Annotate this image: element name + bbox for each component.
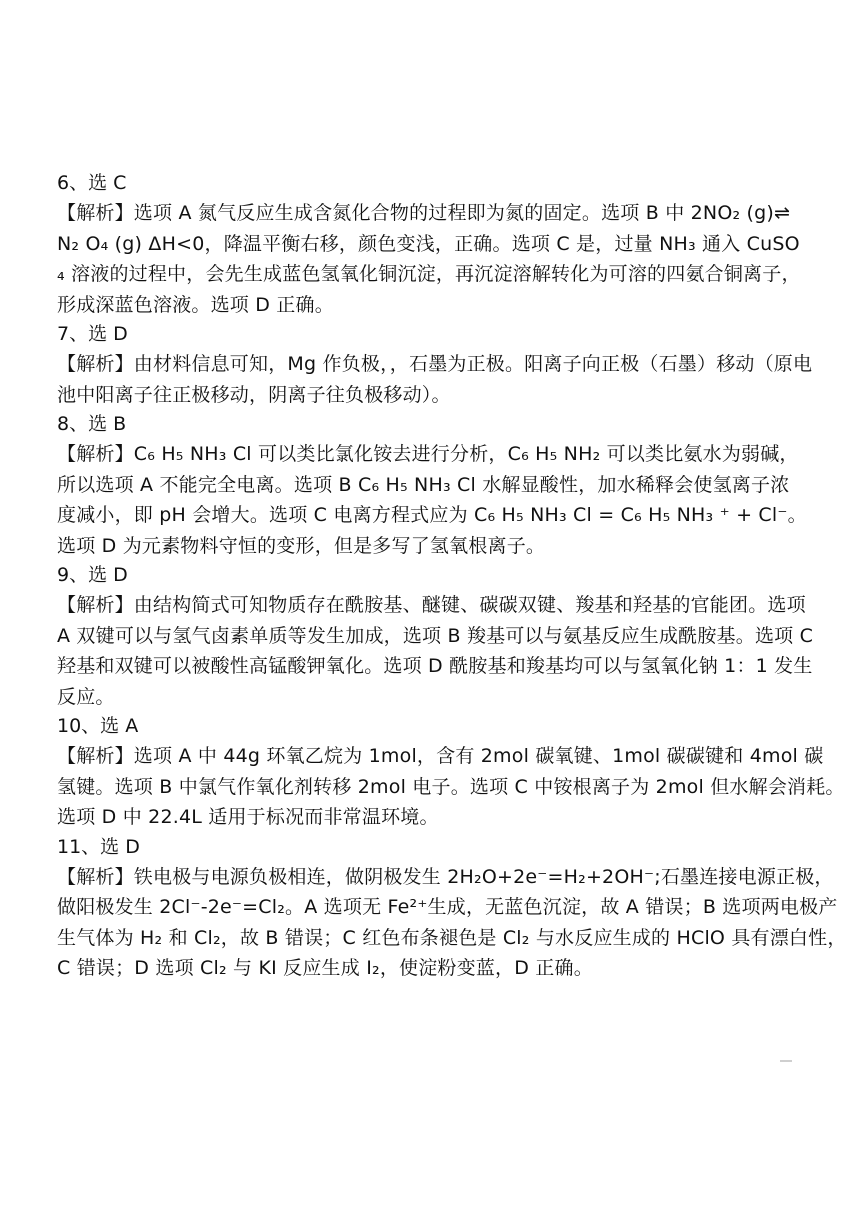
analysis-line: 【解析】由材料信息可知，Mg 作负极，，石墨为正极。阳离子向正极（石墨）移动（原电 — [57, 353, 813, 375]
analysis-line: 【解析】选项 A 中 44g 环氧乙烷为 1mol，含有 2mol 碳氧键、1mol 碳碳键和 4mol 碳 — [57, 745, 824, 767]
question-9-analysis — [57, 590, 855, 712]
analysis-line: C 错误；D 选项 Cl₂ 与 KI 反应生成 I₂，使淀粉变蓝，D 正确。 — [57, 957, 593, 979]
question-9-title: 9、选 D — [57, 564, 128, 586]
question-8-analysis — [57, 439, 855, 561]
analysis-line: 度减小，即 pH 会增大。选项 C 电离方程式应为 C₆ H₅ NH₃ Cl = C₆ H₅ NH₃ ⁺ + Cl⁻。 — [57, 504, 807, 526]
analysis-line: 所以选项 A 不能完全电离。选项 B C₆ H₅ NH₃ Cl 水解显酸性，加水稀释会使氢离子浓 — [57, 473, 790, 496]
analysis-line: 【解析】由结构简式可知物质存在酰胺基、醚键、碳碳双键、羧基和羟基的官能团。选项 — [57, 594, 806, 616]
analysis-line: N₂ O₄ (g) ΔH<0，降温平衡右移，颜色变浅，正确。选项 C 是，过量 NH₃ 通入 CuSO — [57, 232, 800, 255]
question-7-analysis — [57, 349, 855, 410]
question-11 — [57, 833, 855, 984]
analysis-line: 形成深蓝色溶液。选项 D 正确。 — [57, 293, 334, 316]
question-7 — [57, 320, 855, 410]
question-6 — [57, 169, 855, 320]
question-8-title: 8、选 B — [57, 413, 127, 435]
question-6-analysis — [57, 198, 855, 320]
question-9 — [57, 561, 855, 712]
analysis-line: 【解析】选项 A 氮气反应生成含氮化合物的过程即为氮的固定。选项 B 中 2NO₂ (g)⇌ — [57, 202, 791, 224]
question-6-title: 6、选 C — [57, 172, 127, 194]
analysis-line: 反应。 — [57, 685, 115, 708]
analysis-line: 氢键。选项 B 中氯气作氧化剂转移 2mol 电子。选项 C 中铵根离子为 2mol 但水解会消耗。 — [57, 775, 845, 798]
question-11-title: 11、选 D — [57, 835, 140, 858]
question-10-title: 10、选 A — [57, 715, 139, 737]
scan-mark-divider — [780, 1060, 792, 1062]
analysis-line: ₄ 溶液的过程中，会先生成蓝色氢氧化铜沉淀，再沉淀溶解转化为可溶的四氨合铜离子， — [57, 263, 801, 285]
question-8 — [57, 410, 855, 561]
analysis-line: 选项 D 为元素物料守恒的变形，但是多写了氢氧根离子。 — [57, 534, 546, 557]
analysis-line: 羟基和双键可以被酸性高锰酸钾氧化。选项 D 酰胺基和羧基均可以与氢氧化钠 1：1 发生 — [57, 655, 813, 677]
question-10-analysis — [57, 741, 855, 833]
question-11-analysis — [57, 862, 855, 984]
question-7-title: 7、选 D — [57, 323, 128, 345]
analysis-line: A 双键可以与氢气卤素单质等发生加成，选项 B 羧基可以与氨基反应生成酰胺基。选项 C — [57, 624, 814, 647]
analysis-line: 生气体为 H₂ 和 Cl₂，故 B 错误；C 红色布条褪色是 Cl₂ 与水反应生成的 HClO 具有漂白性， — [57, 926, 847, 949]
analysis-line: 选项 D 中 22.4L 适用于标况而非常温环境。 — [57, 806, 439, 828]
analysis-line: 【解析】铁电极与电源负极相连，做阴极发生 2H₂O+2e⁻=H₂+2OH⁻;石墨连接电源正极， — [57, 865, 834, 888]
analysis-line: 池中阳离子往正极移动，阴离子往负极移动）。 — [57, 383, 451, 406]
answer-key-content — [57, 169, 855, 984]
analysis-line: 做阳极发生 2Cl⁻-2e⁻=Cl₂。A 选项无 Fe²⁺生成，无蓝色沉淀，故 A 错误；B 选项两电极产 — [57, 896, 838, 918]
analysis-line: 【解析】C₆ H₅ NH₃ Cl 可以类比氯化铵去进行分析，C₆ H₅ NH₂ 可以类比氨水为弱碱， — [57, 443, 799, 465]
question-10 — [57, 712, 855, 833]
